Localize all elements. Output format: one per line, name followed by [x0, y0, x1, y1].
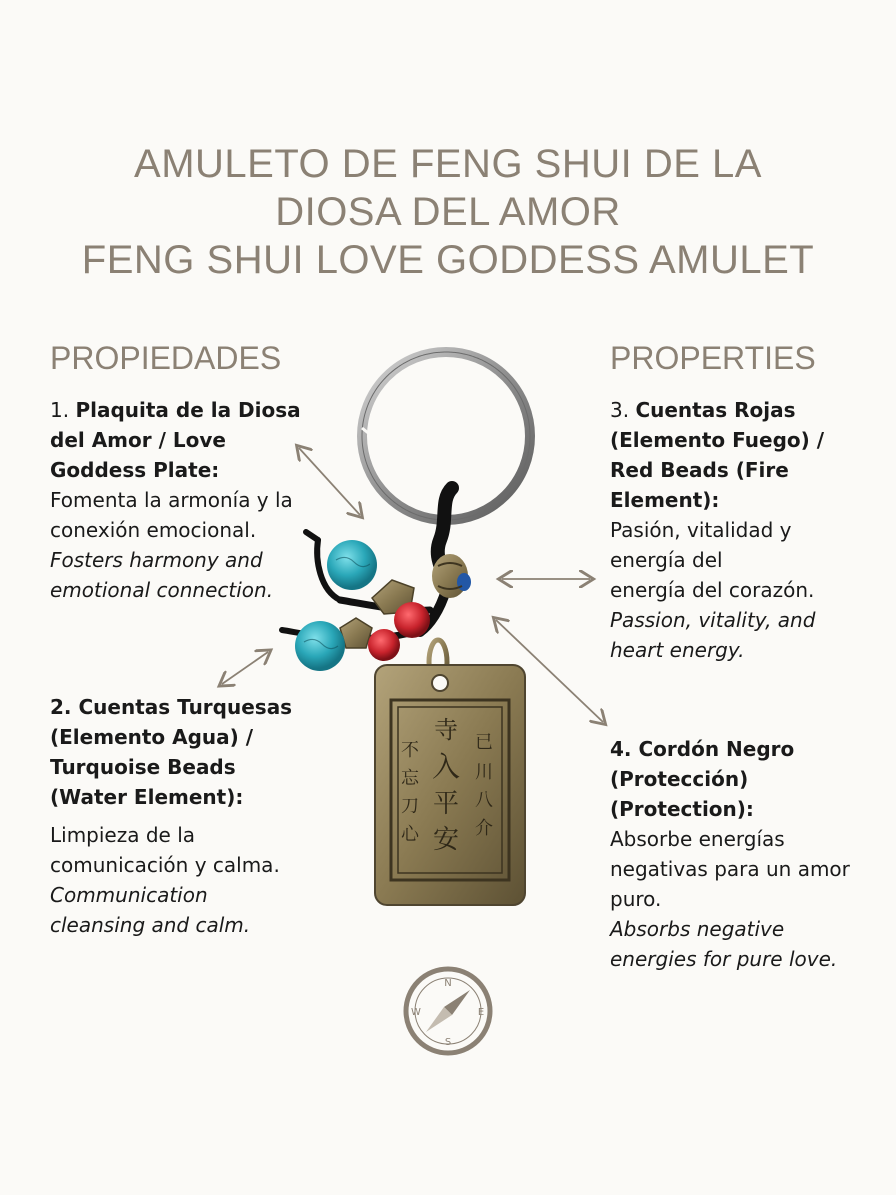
- plate-glyph-8: 介: [475, 818, 493, 839]
- item-2-es-a: Limpieza de la: [50, 823, 196, 847]
- item-1-es-a: Fomenta la armonía y la: [50, 488, 293, 512]
- item-4-es-b: negativas para un amor: [610, 857, 850, 881]
- plate-glyph-7: 八: [475, 790, 493, 811]
- item-1-es-b: conexión emocional.: [50, 518, 257, 542]
- item-3-number: 3.: [610, 398, 636, 422]
- item-3-en-b: heart energy.: [610, 638, 745, 662]
- item-3-title-c: Red Beads (Fire: [610, 458, 789, 482]
- arrow-icon: [222, 652, 268, 684]
- item-3-es-a: Pasión, vitalidad y: [610, 518, 792, 542]
- compass-e: E: [477, 1007, 485, 1018]
- item-2-title-a: 2. Cuentas Turquesas: [50, 695, 293, 719]
- plate-glyph-5: 已: [475, 732, 493, 753]
- heading-propiedades: PROPIEDADES: [50, 340, 282, 376]
- item-3-title-b: (Elemento Fuego) /: [610, 428, 825, 452]
- red-bead-1: [394, 602, 430, 638]
- item-3-es-b: energía del: [610, 548, 723, 572]
- spacer-bead: [432, 554, 471, 598]
- plate-glyph-1: 寺: [434, 716, 458, 744]
- plate-glyph-6: 川: [475, 762, 493, 783]
- compass-s: S: [444, 1037, 452, 1048]
- item-4-es-c: puro.: [610, 887, 662, 911]
- item-4-title-b: (Protección): [610, 767, 749, 791]
- plate-glyph-10: 忘: [401, 768, 419, 789]
- title-line-3: FENG SHUI LOVE GODDESS AMULET: [81, 238, 815, 282]
- item-1-en-b: emotional connection.: [50, 578, 274, 602]
- plate-glyph-4: 安: [432, 825, 460, 855]
- item-2-turquoise: [50, 692, 320, 940]
- red-bead-2: [368, 629, 400, 661]
- item-1-en-a: Fosters harmony and: [50, 548, 263, 572]
- item-4-es-a: Absorbe energías: [610, 827, 785, 851]
- item-4-en-b: energies for pure love.: [610, 947, 838, 971]
- plate-glyph-2: 入: [431, 750, 461, 783]
- item-2-title-d: (Water Element):: [50, 785, 244, 809]
- heading-properties: PROPERTIES: [610, 340, 816, 376]
- item-1-title-a: Plaquita de la Diosa: [75, 398, 301, 422]
- item-2-en-b: cleansing and calm.: [50, 913, 251, 937]
- item-2-es-b: comunicación y calma.: [50, 853, 280, 877]
- item-1-title-c: Goddess Plate:: [50, 458, 220, 482]
- item-4-title-c: (Protection):: [610, 797, 754, 821]
- item-1-plate: [50, 395, 320, 605]
- item-2-title-b: (Elemento Agua) /: [50, 725, 254, 749]
- goddess-plate: [375, 665, 525, 905]
- item-3-red-beads: [610, 395, 880, 665]
- item-1-title-b: del Amor / Love: [50, 428, 226, 452]
- plate-glyph-11: 刀: [401, 796, 419, 817]
- plate-glyph-12: 心: [401, 824, 419, 845]
- title-line-1: AMULETO DE FENG SHUI DE LA: [134, 142, 762, 186]
- item-4-black-cord: [610, 734, 880, 974]
- item-1-number: 1.: [50, 398, 76, 422]
- item-4-title-a: 4. Cordón Negro: [610, 737, 795, 761]
- item-3-es-c: energía del corazón.: [610, 578, 815, 602]
- item-4-en-a: Absorbs negative: [610, 917, 785, 941]
- title-line-2: DIOSA DEL AMOR: [275, 190, 621, 234]
- compass-icon: [406, 969, 490, 1053]
- item-2-en-a: Communication: [50, 883, 208, 907]
- plate-glyph-3: 平: [432, 789, 460, 819]
- item-3-title-a: Cuentas Rojas: [635, 398, 796, 422]
- plate-glyph-9: 不: [401, 740, 419, 761]
- item-2-title-c: Turquoise Beads: [50, 755, 236, 779]
- item-3-title-d: Element):: [610, 488, 720, 512]
- compass-w: W: [411, 1007, 421, 1018]
- item-3-en-a: Passion, vitality, and: [610, 608, 816, 632]
- compass-n: N: [444, 978, 452, 989]
